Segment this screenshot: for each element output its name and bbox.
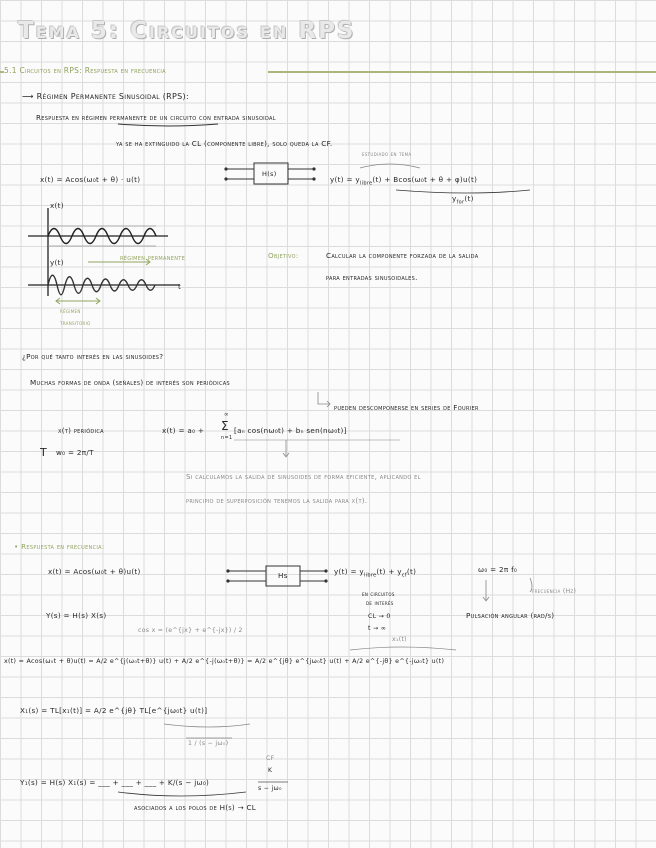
terminal-dot (224, 167, 227, 170)
studied-note: estudiado en tema (362, 151, 412, 158)
fourier-note: pueden descomponerse en series de Fourier (334, 403, 479, 412)
ys-equation: Y(s) = H(s) X(s) (46, 611, 107, 620)
sum-symbol: Σ (221, 419, 229, 433)
graph-t-label: t (178, 282, 182, 291)
graph-yt-label: y(t) (50, 258, 64, 267)
section-title: Circuitos en RPS: Respuesta en frecuencia (19, 66, 166, 75)
rps-input-equation: x(t) = Acos(ω₀t + θ) · u(t) (40, 175, 141, 184)
output-libre-sub: libre (359, 180, 373, 187)
w0-frequency-equation: ω₀ = 2π f₀ (478, 565, 518, 574)
freq-input-equation: x(t) = Acos(ω₀t + θ)u(t) (48, 567, 141, 576)
rps-definition: Respuesta en régimen permanente de un circuito con entrada sinusoidal (36, 113, 276, 122)
periodic-label: x(t) periódica (58, 426, 104, 435)
steady-state-label: régimen permanente (120, 253, 186, 262)
x1s-equation: X₁(s) = TL[x₁(t)] = A/2 e^{jθ} TL[e^{jω₀t} u(t)] (20, 706, 208, 715)
forced-brace (396, 190, 530, 193)
cos-identity: cos x = (e^{jx} + e^{-jx}) / 2 (138, 627, 243, 634)
bullet-icon: • (14, 542, 19, 551)
rps-block-label: H(s) (262, 170, 277, 178)
arrow-right-icon: ⟶ (22, 92, 34, 101)
frequency-hz-label: frecuencia (Hz) (532, 588, 577, 595)
output-forced-term: (t) + Bcos(ω₀t + θ + φ)u(t) (372, 175, 478, 184)
yfor-tail: (t) (464, 194, 474, 203)
freq-block-box (266, 566, 300, 586)
transient-label-1: régimen (60, 308, 81, 315)
k-label: K (268, 767, 273, 774)
series-left: x(t) = a₀ + (162, 426, 205, 435)
objective-text-2: para entradas sinusoidales. (326, 273, 418, 282)
y1s-equation: Y₁(s) = H(s) X₁(s) = ___ + ___ + ___ + K/(s − jω₀) (20, 778, 210, 787)
expansion-equation: x(t) = Acos(ω₀t + θ)u(t) = A/2 e^{j(ω₀t+θ)} u(t) + A/2 e^{-j(ω₀t+θ)} = A/2 e^{jθ} e^{jω₀t} u(t) + A/2 e^{-jθ} e^{-jω₀t} u(t) (4, 658, 445, 665)
period-label: T (40, 446, 48, 459)
why-answer: Muchas formas de onda (señales) de interés son periódicas (30, 378, 230, 387)
pulsation-label: Pulsación angular (rad/s) (466, 611, 555, 620)
denominator-label: s − jω₀ (258, 785, 282, 792)
series-body: [aₙ cos(nω₀t) + bₙ sen(nω₀t)] (234, 426, 347, 435)
rps-heading-text: Régimen Permanente Sinusoidal (RPS): (36, 92, 189, 101)
terminal-dot (226, 579, 229, 582)
poles-note: asociados a los polos de H(s) → CL (134, 803, 257, 812)
conclusion-line-1: Si calculamos la salida de sinusoides de forma eficiente, aplicando el (186, 472, 421, 481)
freq-output-cf: cf (401, 572, 407, 579)
rps-block-box (254, 163, 288, 184)
w0-definition: w₀ = 2π/T (56, 448, 94, 457)
freq-output-y: y(t) = y (334, 567, 364, 576)
laplace-result: 1 / (s − jω₀) (188, 740, 229, 747)
objective-label: Objetivo: (268, 251, 299, 260)
x1t-label: x₁(t) (392, 636, 407, 643)
terminal-dot (224, 177, 227, 180)
section-number: 5.1 (4, 66, 17, 75)
cf-label: CF (266, 755, 275, 762)
cl-limit: CL → 0 (368, 613, 391, 620)
underline-stroke (118, 124, 218, 126)
freq-output-tail: (t) + y (376, 567, 402, 576)
yfor-sub: for (456, 199, 465, 206)
freq-block-label: Hs (278, 571, 288, 580)
t-limit: t → ∞ (368, 625, 387, 632)
freq-heading-text: Respuesta en frecuencia: (21, 542, 105, 551)
terminal-dot (324, 579, 327, 582)
output-y: y(t) = y (330, 175, 360, 184)
circuits-note-2: de interés (366, 600, 394, 607)
terminal-dot (324, 569, 327, 572)
rps-note: ya se ha extinguido la CL (componente libre), solo queda la CF. (116, 139, 333, 148)
graph-xt-label: x(t) (50, 201, 64, 210)
terminal-dot (226, 569, 229, 572)
objective-text-1: Calcular la componente forzada de la salida (326, 251, 479, 260)
conclusion-line-2: principio de superposición tenemos la salida para x(t). (186, 496, 368, 505)
transient-label-2: transitorio (60, 320, 91, 327)
yfor-letter: y (452, 194, 457, 203)
frequency-arrow (530, 578, 532, 592)
circuits-note-1: en circuitos (362, 591, 395, 598)
page-title: Tema 5: Circuitos en RPS (18, 18, 356, 44)
freq-output-end: (t) (406, 567, 417, 576)
terminal-dot (312, 177, 315, 180)
sum-upper-limit: ∞ (224, 412, 229, 418)
why-question: ¿Por qué tanto interés en las sinusoides? (22, 352, 164, 361)
laplace-brace (164, 724, 250, 727)
terminal-dot (312, 167, 315, 170)
libre-brace (360, 164, 420, 168)
sum-lower-limit: n=1 (221, 435, 233, 441)
poles-brace (118, 792, 246, 796)
freq-output-libre: libre (363, 572, 377, 579)
x1-brace (350, 647, 456, 650)
